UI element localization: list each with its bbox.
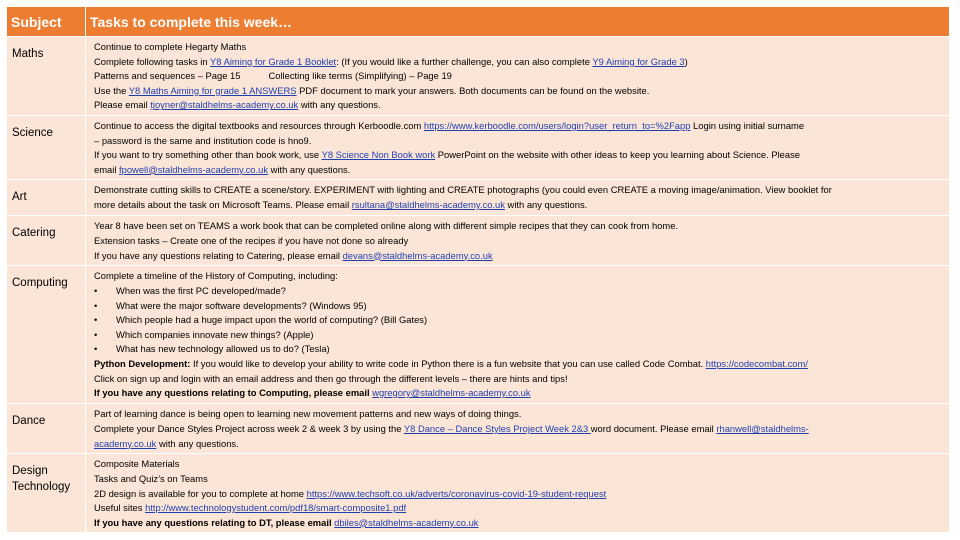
science-line-2: – password is the same and institution code is hno9.: [94, 134, 312, 146]
dt-line-4: [94, 501, 945, 516]
text: If you want to try something other than book work, use: [94, 149, 322, 161]
dance-line-2: [94, 422, 945, 437]
table-row: [7, 115, 950, 179]
text: Complete following tasks in: [94, 55, 211, 67]
tasks-art: [86, 180, 950, 216]
maths-line-1: Continue to complete Hegarty Maths: [94, 41, 247, 52]
subject-line: Design: [12, 465, 48, 478]
subject-maths: Maths: [7, 37, 86, 116]
science-line-1: [94, 119, 945, 134]
timetable-sheet: [6, 6, 949, 533]
email-link-maths[interactable]: tjoyner@staldhelms-academy.co.uk: [150, 99, 299, 111]
y9-booklet-link[interactable]: Y9 Aiming for Grade 3: [592, 55, 685, 67]
email-link-science[interactable]: fpowell@staldhelms-academy.co.uk: [119, 163, 269, 175]
science-nonbook-link[interactable]: Y8 Science Non Book work: [321, 149, 436, 161]
text: PowerPoint on the website with other ideas to keep you learning about Science. Please: [435, 149, 800, 161]
catering-line-2: Extension tasks – Create one of the recipes if you have not done so already: [94, 234, 409, 246]
maths-line-5: [94, 98, 945, 113]
technologystudent-link[interactable]: http://www.technologystudent.com/pdf18/smart-composite1.pdf: [145, 502, 407, 514]
text: : (If you would like a further challenge, you can also complete: [336, 55, 593, 67]
text: with any questions.: [504, 198, 588, 210]
header-tasks: Tasks to complete this week…: [86, 7, 950, 37]
text: Collecting like terms (Simplifying) – Page 19: [268, 70, 452, 82]
dt-line-3: [94, 487, 945, 502]
text: Login using initial surname: [690, 119, 805, 131]
text: PDF document to mark your answers. Both documents can be found on the website.: [296, 84, 650, 96]
y8-booklet-link[interactable]: Y8 Aiming for Grade 1 Booklet: [210, 55, 337, 67]
text: If you would like to develop your ability to write code in Python there is a fun website that you can use called Code Combat.: [190, 357, 706, 369]
text: What has new technology allowed us to do? (Tesla): [116, 343, 330, 355]
text: Which companies innovate new things? (Apple): [116, 328, 314, 340]
bullet-icon: •: [94, 314, 98, 326]
email-link-dance-cont[interactable]: academy.co.uk: [94, 437, 157, 449]
text: ): [684, 55, 688, 67]
techsoft-link[interactable]: https://www.techsoft.co.uk/adverts/coronavirus-covid-19-student-request: [306, 487, 607, 499]
bullet-icon: •: [94, 343, 98, 355]
text: What were the major software developments? (Windows 95): [116, 299, 367, 311]
list-item: [94, 342, 945, 357]
dance-line-1: Part of learning dance is being open to learning new movement patterns and new ways of doing things.: [94, 408, 522, 420]
text: Use the: [94, 84, 129, 96]
kerboodle-link[interactable]: https://www.kerboodle.com/users/login?user_return_to=%2Fapp: [423, 119, 691, 131]
subject-art: Art: [7, 180, 86, 216]
science-line-4: [94, 163, 945, 178]
table-row: [7, 454, 950, 533]
tasks-science: [86, 115, 950, 179]
table-row: [7, 266, 950, 404]
text: with any questions.: [268, 163, 351, 175]
text: Patterns and sequences – Page 15: [94, 70, 241, 82]
catering-line-3: [94, 249, 945, 264]
maths-line-3: [94, 69, 945, 84]
text: with any questions.: [298, 99, 381, 111]
text: If you have any questions relating to Computing, please email: [94, 387, 373, 399]
email-link-catering[interactable]: devans@staldhelms-academy.co.uk: [342, 249, 493, 261]
tasks-catering: [86, 216, 950, 266]
dt-line-1: Composite Materials: [94, 458, 180, 470]
tasks-computing: [86, 266, 950, 404]
science-line-3: [94, 148, 945, 163]
text: Complete your Dance Styles Project across week 2 & week 3 by using the: [94, 422, 404, 434]
email-link-dance[interactable]: rhanwell@staldhelms-: [716, 422, 809, 434]
dance-line-3: [94, 437, 945, 452]
art-line-1: Demonstrate cutting skills to CREATE a scene/story. EXPERIMENT with lighting and CREATE photographs (you could even CREATE a moving image/animation. View booklet for: [94, 184, 832, 196]
bullet-icon: •: [94, 284, 98, 296]
subject-line: Technology: [12, 481, 71, 494]
tasks-maths: [86, 37, 950, 116]
maths-answers-link[interactable]: Y8 Maths Aiming for grade 1 ANSWERS: [128, 84, 297, 96]
python-heading: Python Development:: [94, 357, 191, 369]
subject-computing: Computing: [7, 266, 86, 404]
maths-line-2: [94, 55, 945, 70]
tasks-dance: [86, 404, 950, 454]
codecombat-link[interactable]: https://codecombat.com/: [705, 357, 808, 369]
tasks-table: [6, 6, 950, 533]
subject-catering: Catering: [7, 216, 86, 266]
computing-line-7: [94, 357, 945, 372]
maths-line-4: [94, 84, 945, 99]
subject-dance: Dance: [7, 404, 86, 454]
table-row: [7, 216, 950, 266]
subject-design-technology: [7, 454, 86, 533]
text: word document. Please email: [590, 422, 717, 434]
dt-line-2: Tasks and Quiz’s on Teams: [94, 472, 208, 484]
computing-line-8: Click on sign up and login with an email address and then go through the different levels – there are hints and tips!: [94, 372, 568, 384]
header-subject: Subject: [7, 7, 86, 37]
text: more details about the task on Microsoft Teams. Please email: [94, 198, 352, 210]
text: If you have any questions relating to DT, please email: [94, 516, 335, 528]
list-item: [94, 284, 945, 299]
text: 2D design is available for you to complete at home: [94, 487, 307, 499]
bullet-icon: •: [94, 328, 98, 340]
email-link-art[interactable]: rsultana@staldhelms-academy.co.uk: [351, 198, 505, 210]
dance-project-link[interactable]: Y8 Dance – Dance Styles Project Week 2&3: [403, 422, 591, 434]
dt-line-5: [94, 516, 945, 531]
computing-line-9: [94, 386, 945, 401]
text: Useful sites: [94, 502, 146, 514]
header-row: [7, 7, 950, 37]
email-link-computing[interactable]: wgregory@staldhelms-academy.co.uk: [372, 387, 531, 399]
table-row: [7, 404, 950, 454]
text: with any questions.: [156, 437, 239, 449]
list-item: [94, 328, 945, 343]
table-row: [7, 180, 950, 216]
art-line-2: [94, 198, 945, 213]
tasks-dt: [86, 454, 950, 533]
table-row: [7, 37, 950, 116]
catering-line-1: Year 8 have been set on TEAMS a work book that can be completed online along with different simple recipes that they can cook from home.: [94, 220, 679, 232]
computing-line-1: Complete a timeline of the History of Computing, including:: [94, 270, 338, 282]
text: email: [94, 163, 120, 175]
bullet-icon: •: [94, 299, 98, 311]
subject-science: Science: [7, 115, 86, 179]
text: Continue to access the digital textbooks and resources through Kerboodle.com: [94, 119, 424, 131]
text: Please email: [94, 99, 151, 111]
text: Which people had a huge impact upon the world of computing? (Bill Gates): [116, 314, 428, 326]
text: If you have any questions relating to Catering, please email: [94, 249, 343, 261]
email-link-dt[interactable]: dbiles@staldhelms-academy.co.uk: [334, 516, 479, 528]
list-item: [94, 299, 945, 314]
text: When was the first PC developed/made?: [116, 284, 286, 296]
list-item: [94, 313, 945, 328]
